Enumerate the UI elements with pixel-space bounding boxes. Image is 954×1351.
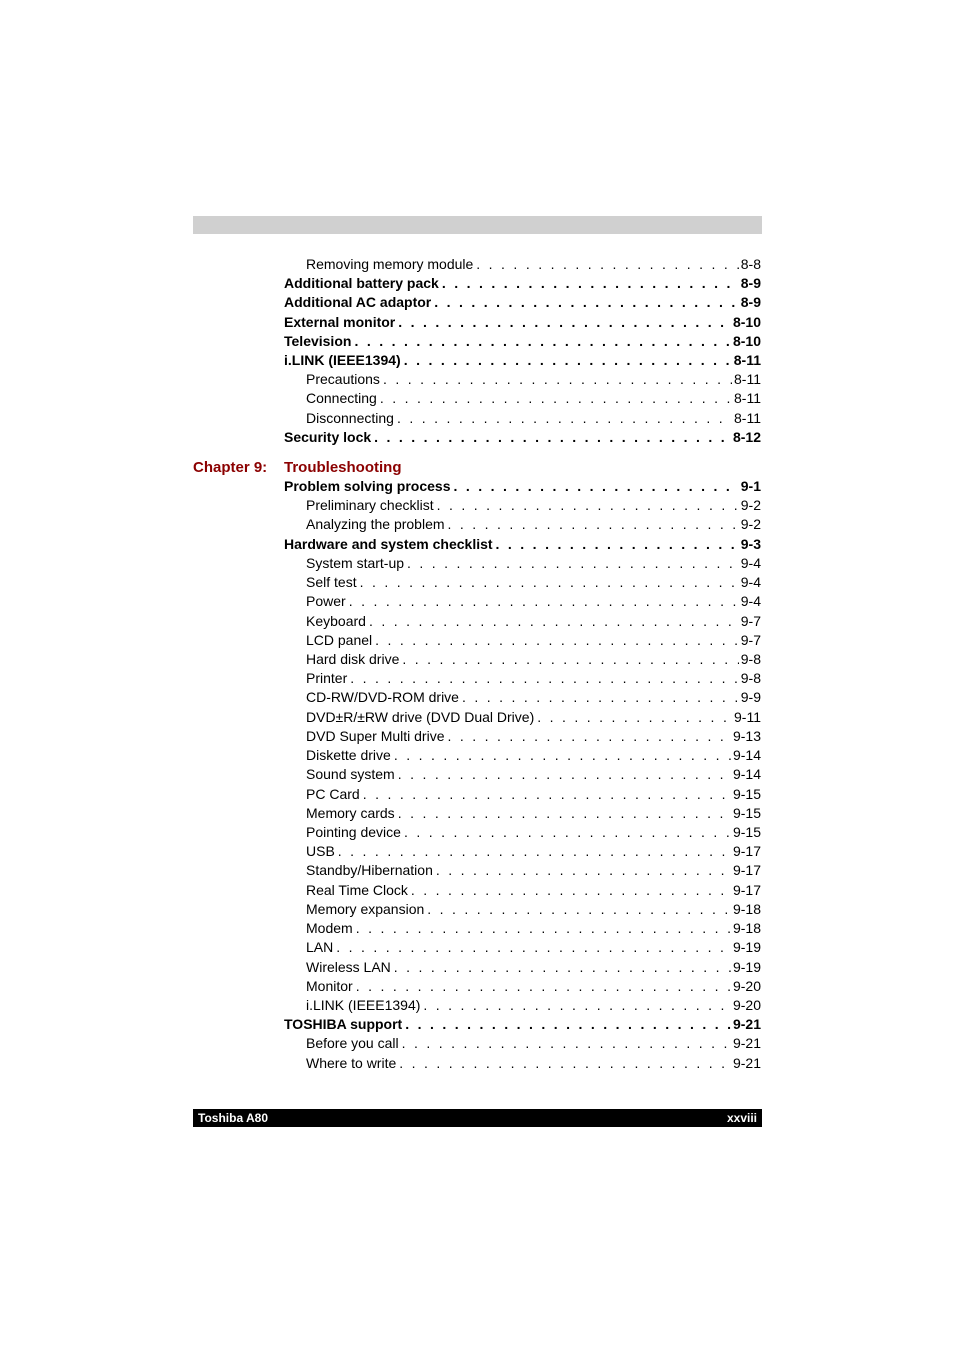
dot-leader [363,786,731,802]
toc-entry[interactable] [306,256,761,275]
toc-entry-page: 9-4 [740,593,761,610]
toc-entry-title: DVD Super Multi drive [306,727,445,744]
toc-entry-title: Printer [306,670,348,687]
toc-entry-page: 9-17 [732,862,761,879]
toc-entry-title: Additional AC adaptor [284,294,432,311]
dot-leader [336,939,731,955]
toc-entry-page: 9-18 [732,920,761,937]
toc-entry-title: LCD panel [306,631,373,648]
toc-entry-page: 9-20 [732,996,761,1013]
toc-entry[interactable] [284,352,761,371]
toc-entry[interactable] [306,766,761,785]
toc-entry[interactable] [284,478,761,497]
dot-leader [375,632,739,648]
toc-entry[interactable] [306,1055,761,1074]
toc-entry[interactable] [306,632,761,651]
toc-entry-page: 8-11 [734,390,761,407]
toc-entry-title: Connecting [306,390,377,407]
toc-entry[interactable] [284,294,761,313]
toc-entry-title: Memory expansion [306,900,425,917]
toc-entry-page: 9-21 [732,1035,761,1052]
toc-entry[interactable] [306,410,761,429]
toc-entry-title: Security lock [284,428,372,445]
toc-entry[interactable] [306,689,761,708]
toc-entry-page: 9-21 [732,1054,761,1071]
chapter-title: Troubleshooting [284,459,402,476]
toc-entry-title: Where to write [306,1054,397,1071]
toc-entry-page: 9-9 [740,689,761,706]
dot-leader [427,901,731,917]
toc-entry-page: 8-11 [734,371,761,388]
toc-entry[interactable] [306,920,761,939]
toc-entry-title: TOSHIBA support [284,1016,403,1033]
toc-entry-page: 9-20 [732,977,761,994]
toc-entry-page: 8-9 [740,275,761,292]
toc-entry-title: System start-up [306,554,405,571]
dot-leader [374,429,731,445]
toc-entry-page: 8-10 [732,332,761,349]
toc-entry[interactable] [306,497,761,516]
toc-entry[interactable] [306,843,761,862]
toc-entry-page: 9-18 [732,900,761,917]
dot-leader [423,997,731,1013]
toc-entry-title: USB [306,843,335,860]
toc-entry-title: Modem [306,920,353,937]
dot-leader [380,390,732,406]
toc-entry-page: 9-2 [740,497,761,514]
toc-entry-page: 9-19 [732,958,761,975]
toc-entry-page: 9-1 [740,478,761,494]
toc-entry-title: PC Card [306,785,360,802]
dot-leader [402,1035,731,1051]
dot-leader [369,613,739,629]
toc-entry-title: Pointing device [306,823,401,840]
toc-entry-title: Diskette drive [306,747,391,764]
toc-entry-title: Hard disk drive [306,650,400,667]
dot-leader [402,651,738,667]
toc-entry[interactable] [306,824,761,843]
toc-entry[interactable] [306,728,761,747]
toc-entry-page: 9-7 [740,631,761,648]
dot-leader [462,689,739,705]
dot-leader [397,410,732,426]
toc-entry-title: Keyboard [306,612,366,629]
toc-entry[interactable] [284,333,761,352]
toc-entry-page: 8-10 [732,313,761,330]
chapter-label: Chapter 9: [193,459,268,476]
toc-entry-title: Sound system [306,766,395,783]
dot-leader [537,709,732,725]
toc-entry[interactable] [284,275,761,294]
toc-entry[interactable] [306,651,761,670]
toc-entry-page: 9-14 [732,766,761,783]
toc-entry-page: 9-14 [732,747,761,764]
toc-entry[interactable] [306,555,761,574]
toc-entry[interactable] [306,786,761,805]
toc-entry-page: 9-2 [740,516,761,533]
toc-entry-page: 8-11 [733,352,761,368]
dot-leader [398,766,731,782]
toc-entry-title: CD-RW/DVD-ROM drive [306,689,459,706]
toc-entry[interactable] [306,805,761,824]
dot-leader [405,1016,731,1032]
dot-leader [394,959,731,975]
toc-entry-page: 9-11 [734,708,761,725]
dot-leader [404,352,732,368]
toc-entry-title: Monitor [306,977,353,994]
toc-entry-page: 9-17 [732,843,761,860]
toc-entry-page: 9-15 [732,804,761,821]
toc-entry-page: 8-8 [740,256,761,272]
dot-leader [448,728,731,744]
toc-entry-title: Memory cards [306,804,395,821]
dot-leader [496,536,739,552]
toc-entry[interactable] [284,314,761,333]
toc-entry-title: i.LINK (IEEE1394) [306,996,421,1013]
toc-entry-page: 8-11 [734,409,761,426]
toc-entry[interactable] [284,536,761,555]
toc-entry-title: LAN [306,939,334,956]
toc-entry[interactable] [306,1035,761,1054]
dot-leader [476,256,738,272]
toc-entry[interactable] [306,574,761,593]
toc-entry-title: DVD±R/±RW drive (DVD Dual Drive) [306,708,535,725]
toc-entry[interactable] [306,901,761,920]
dot-leader [360,574,739,590]
dot-leader [437,497,739,513]
toc-entry-title: Removing memory module [306,256,474,272]
toc-entry[interactable] [306,613,761,632]
toc-entry-title: Power [306,593,346,610]
toc-entry[interactable] [284,1016,761,1035]
dot-leader [338,843,731,859]
dot-leader [442,275,739,291]
dot-leader [350,670,739,686]
toc-entry-title: Analyzing the problem [306,516,445,533]
toc-entry-title: Disconnecting [306,409,394,426]
toc-entry-title: Self test [306,574,357,591]
toc-entry-title: Wireless LAN [306,958,391,975]
toc-entry-page: 9-15 [732,785,761,802]
toc-entry[interactable] [306,959,761,978]
dot-leader [404,824,731,840]
toc-entry[interactable] [306,939,761,958]
toc-entry-page: 9-8 [740,670,761,687]
header-bar [193,216,762,234]
dot-leader [448,516,739,532]
toc-entry-page: 9-19 [732,939,761,956]
toc-entry-title: Before you call [306,1035,399,1052]
toc-entry-page: 9-17 [732,881,761,898]
toc-entry-title: External monitor [284,313,396,330]
dot-leader [354,333,731,349]
toc-entry[interactable] [306,862,761,881]
toc-entry-page: 9-13 [732,727,761,744]
toc-entry[interactable] [306,516,761,535]
dot-leader [398,314,731,330]
toc-entry[interactable] [306,593,761,612]
toc-entry-page: 9-4 [740,554,761,571]
dot-leader [407,555,739,571]
toc-entry-title: Preliminary checklist [306,497,434,514]
toc-entry-page: 9-21 [732,1016,761,1033]
toc-entry[interactable] [306,371,761,390]
toc-entry-title: Standby/Hibernation [306,862,433,879]
dot-leader [356,920,731,936]
toc-entry[interactable] [306,709,761,728]
dot-leader [356,978,731,994]
toc-entry-title: Precautions [306,371,380,388]
toc-entry-page: 9-4 [740,574,761,591]
toc-entry-page: 8-9 [740,294,761,311]
footer-bar [193,1109,762,1127]
toc-entry-page: 9-3 [740,535,761,552]
toc-entry[interactable] [306,978,761,997]
dot-leader [411,882,731,898]
toc-entry[interactable] [306,390,761,409]
footer-page-number: xxviii [726,1111,757,1125]
toc-entry-title: Additional battery pack [284,275,439,292]
dot-leader [436,862,731,878]
toc-entry-title: Television [284,332,352,349]
toc-entry[interactable] [306,670,761,689]
toc-entry[interactable] [306,747,761,766]
toc-entry-title: Problem solving process [284,478,451,494]
dot-leader [383,371,732,387]
dot-leader [398,805,731,821]
toc-entry-title: Hardware and system checklist [284,535,493,552]
toc-entry[interactable] [306,882,761,901]
toc-entry-page: 8-12 [732,428,761,445]
toc-entry-page: 9-8 [740,650,761,667]
toc-entry[interactable] [306,997,761,1016]
dot-leader [349,593,739,609]
toc-entry-page: 9-15 [732,823,761,840]
toc-entry-title: Real Time Clock [306,881,408,898]
toc-entry-page: 9-7 [740,612,761,629]
dot-leader [394,747,731,763]
dot-leader [399,1055,731,1071]
footer-document-name: Toshiba A80 [198,1111,269,1125]
toc-entry[interactable] [284,429,761,448]
dot-leader [454,478,739,494]
toc-entry-title: i.LINK (IEEE1394) [284,352,401,368]
dot-leader [434,294,739,310]
